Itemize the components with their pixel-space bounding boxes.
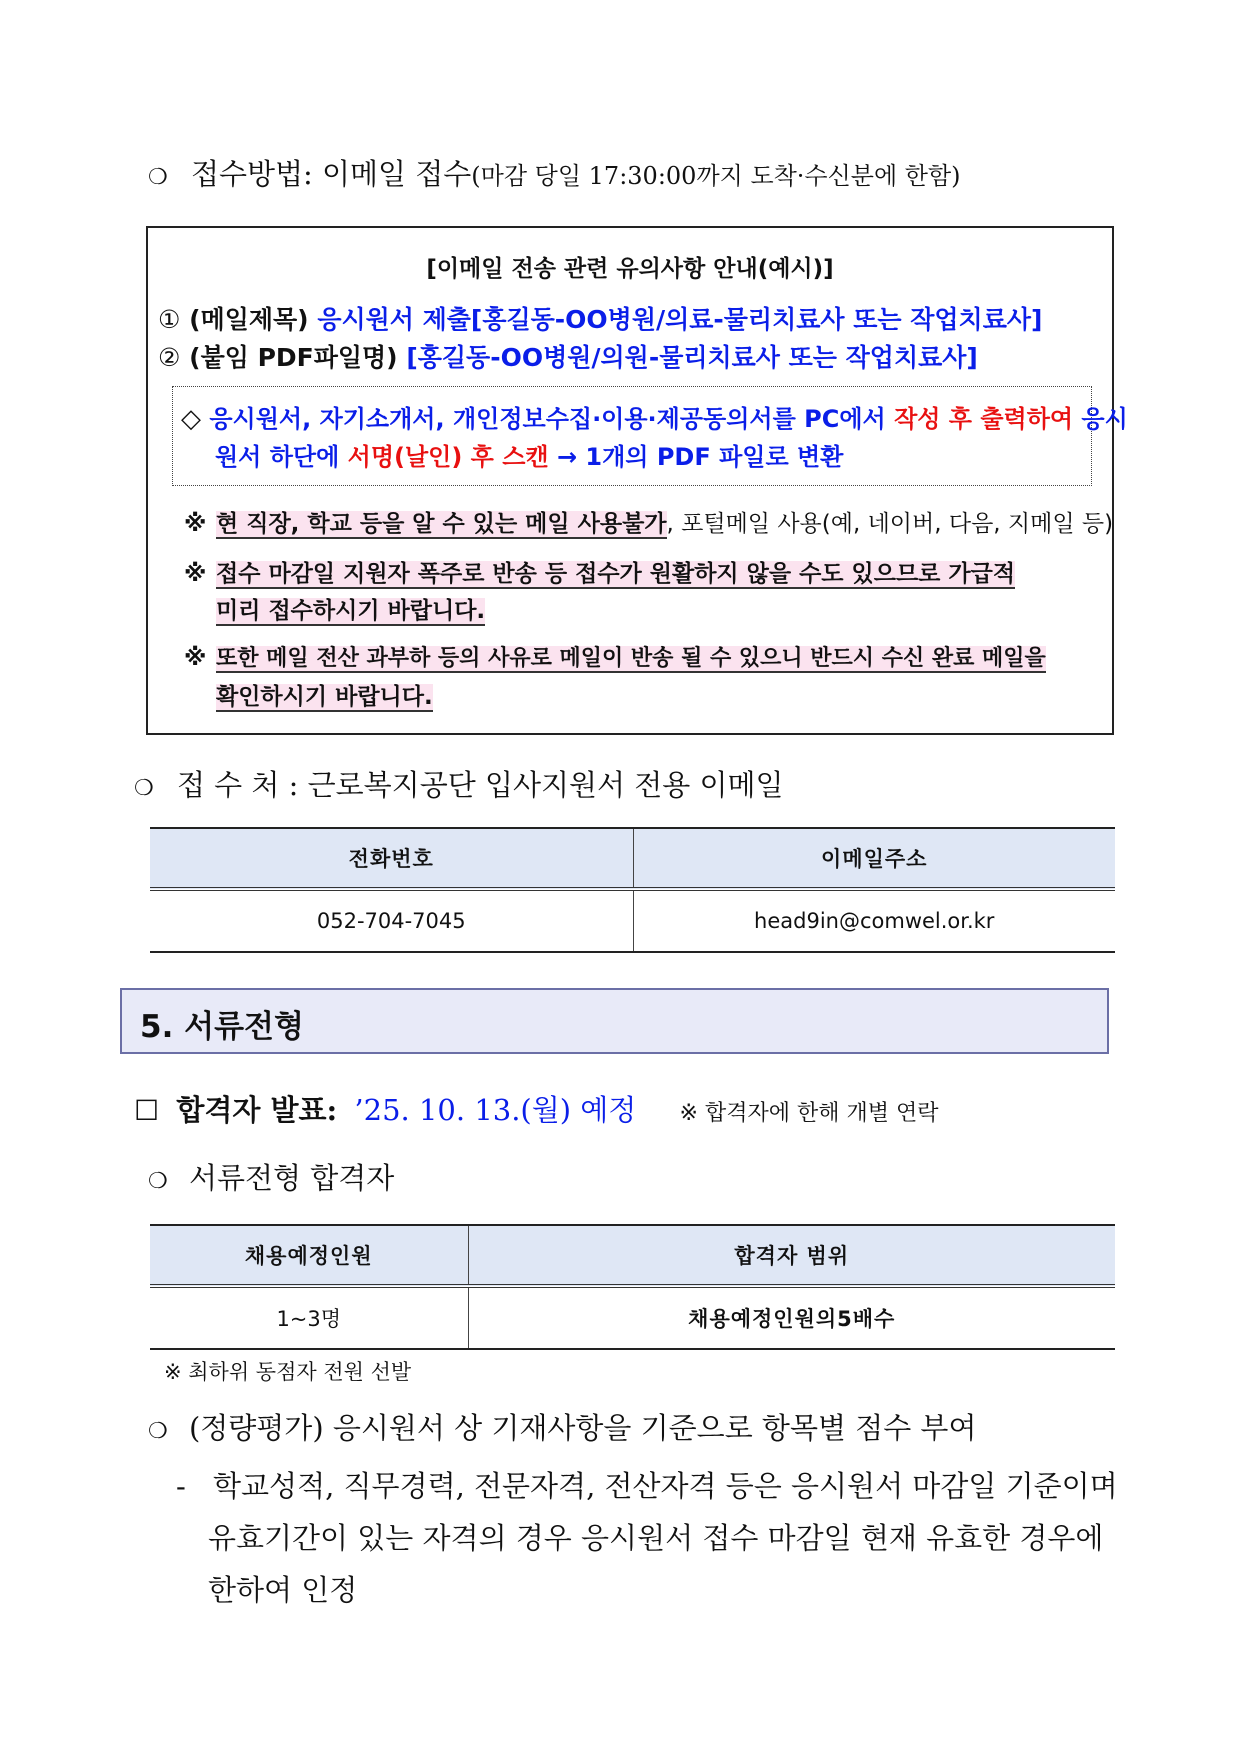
announcement-line	[134, 1092, 938, 1132]
table-header-planned: 채용예정인원	[150, 1225, 468, 1286]
table-header-row	[150, 828, 1115, 889]
section-title: 5. 서류전형	[140, 1009, 304, 1045]
announcement-date: ’25. 10. 13.(월) 예정	[354, 1093, 637, 1127]
bullet-icon: ❍	[134, 776, 154, 801]
doc-pass-label: 서류전형 합격자	[188, 1161, 395, 1195]
pdf-instruction-box	[172, 386, 1128, 486]
notice-note-3	[184, 641, 1046, 672]
instruction-highlight: 작성 후 출력하여	[894, 405, 1074, 433]
pass-range-table	[150, 1224, 1115, 1350]
quant-detail-3	[208, 1572, 357, 1608]
notice-title: [이메일 전송 관련 유의사항 안내(예시)]	[426, 256, 834, 282]
method-detail: (마감 당일 17:30:00까지 도착·수신분에 한함)	[471, 162, 961, 190]
instruction-line-1	[181, 399, 1128, 434]
instruction-text: 원서 하단에	[215, 443, 340, 471]
email-cell: head9in@comwel.or.kr	[633, 889, 1115, 952]
email-notice-box	[146, 226, 1128, 735]
notice-note-3-cont	[216, 678, 433, 711]
method-label: 접수방법: 이메일 접수	[190, 157, 472, 191]
quant-detail-text: 유효기간이 있는 자격의 경우 응시원서 접수 마감일 현재 유효한 경우에	[208, 1521, 1104, 1555]
note-highlight: 확인하시기 바랍니다.	[216, 684, 433, 710]
table-row	[150, 1286, 1115, 1349]
announcement-label: 합격자 발표:	[176, 1093, 338, 1127]
quant-label: (정량평가) 응시원서 상 기재사항을 기준으로 항목별 점수 부여	[188, 1411, 977, 1445]
notice-note-2	[184, 555, 1015, 588]
item-number: ①	[158, 305, 181, 334]
instruction-text: 응시	[1081, 405, 1128, 433]
table-header-row	[150, 1225, 1115, 1286]
range-cell: 채용예정인원의5배수	[468, 1286, 1115, 1349]
bullet-icon: ❍	[148, 1169, 168, 1194]
quant-detail-text: 학교성적, 직무경력, 전문자격, 전산자격 등은 응시원서 마감일 기준이며	[213, 1469, 1118, 1503]
doc-pass-line	[148, 1160, 394, 1200]
note-highlight: 현 직장, 학교 등을 알 수 있는 메일 사용불가	[216, 511, 667, 537]
quant-line	[148, 1410, 976, 1450]
announcement-note: ※ 합격자에 한해 개별 연락	[679, 1101, 939, 1126]
reception-label: 접 수 처 : 근로복지공단 입사지원서 전용 이메일	[176, 768, 784, 802]
notice-note-1	[184, 505, 1113, 538]
notice-item-1	[158, 300, 1042, 336]
planned-cell: 1~3명	[150, 1286, 468, 1349]
doc-pass-footnote: ※ 최하위 동점자 전원 선발	[164, 1360, 412, 1384]
reference-mark: ※	[184, 561, 207, 587]
contact-table	[150, 827, 1115, 953]
quant-detail-1	[176, 1468, 1118, 1504]
item-number: ②	[158, 343, 181, 372]
bullet-icon: ❍	[148, 1419, 168, 1444]
phone-cell: 052-704-7045	[150, 889, 633, 952]
note-highlight: 접수 마감일 지원자 폭주로 반송 등 접수가 원활하지 않을 수도 있으므로 가급적	[216, 561, 1016, 587]
item-value: 응시원서 제출[홍길동-OO병원/의료-물리치료사 또는 작업치료사]	[317, 305, 1043, 334]
dash-mark: -	[176, 1469, 186, 1503]
table-header-phone: 전화번호	[150, 828, 633, 889]
instruction-text: → 1개의 PDF 파일로 변환	[556, 443, 844, 471]
note-highlight: 또한 메일 전산 과부하 등의 사유로 메일이 반송 될 수 있으니 반드시 수신 완료 메일을	[216, 646, 1046, 671]
table-row	[150, 889, 1115, 952]
quant-detail-text: 한하여 인정	[208, 1573, 358, 1607]
note-text: , 포털메일 사용(예, 네이버, 다음, 지메일 등)	[666, 511, 1114, 537]
notice-item-2	[158, 338, 978, 374]
bullet-icon: ❍	[148, 165, 168, 190]
item-label: (메일제목)	[189, 305, 309, 334]
instruction-highlight: 서명(날인) 후 스캔	[347, 443, 549, 471]
method-line	[148, 156, 961, 196]
checkbox-icon: ☐	[134, 1094, 160, 1127]
reception-line	[134, 767, 784, 807]
instruction-text: 응시원서, 자기소개서, 개인정보수집·이용·제공동의서를 PC에서	[209, 405, 886, 433]
item-label: (붙임 PDF파일명)	[189, 343, 398, 372]
instruction-line-2	[215, 437, 843, 472]
item-value: [홍길동-OO병원/의원-물리치료사 또는 작업치료사]	[406, 343, 978, 372]
reference-mark: ※	[184, 645, 207, 671]
notice-note-2-cont	[216, 592, 485, 625]
quant-detail-2	[208, 1520, 1103, 1556]
section-heading	[120, 988, 1109, 1054]
diamond-icon: ◇	[181, 404, 201, 434]
table-header-range: 합격자 범위	[468, 1225, 1115, 1286]
reference-mark: ※	[184, 511, 207, 537]
note-highlight: 미리 접수하시기 바랍니다.	[216, 598, 486, 624]
table-header-email: 이메일주소	[633, 828, 1115, 889]
